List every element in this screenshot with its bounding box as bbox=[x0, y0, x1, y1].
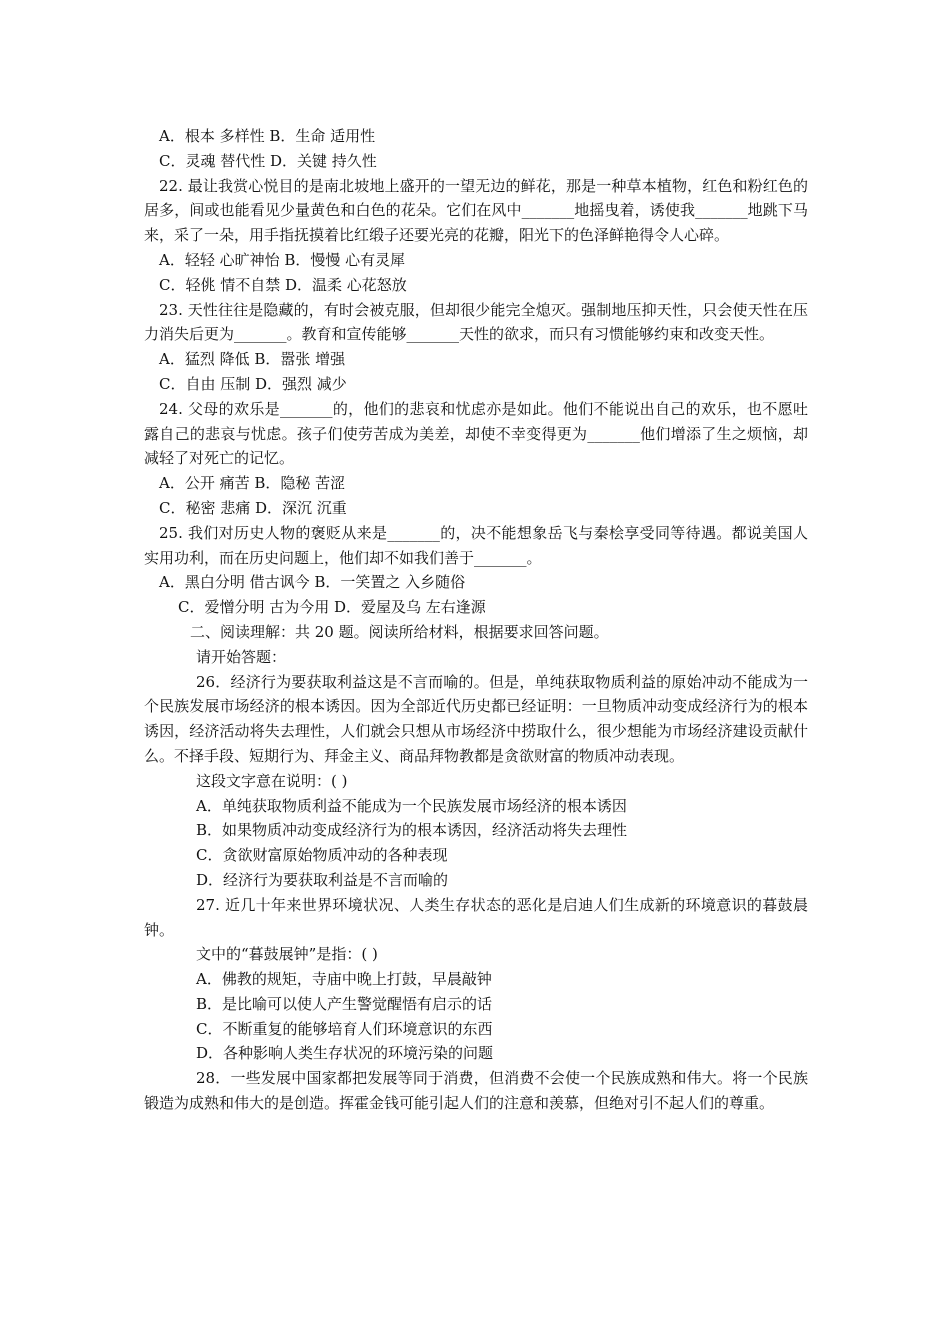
section-heading: 二、阅读理解：共 20 题。阅读所给材料，根据要求回答问题。 bbox=[190, 622, 609, 641]
q26-option-d: D．经济行为要获取利益是不言而喻的 bbox=[196, 870, 449, 889]
q22-text: 22. 最让我赏心悦目的是南北坡地上盛开的一望无边的鲜花，那是一种草本植物，红色和粉红色的居多，间或也能看见少量黄色和白色的花朵。它们在风中_______地摇曳着，诱使我_______地跳下马来，采了一朵，用手指抚摸着比红缎子还要光亮的花瓣，阳光下的色泽鲜艳得令人心碎。 bbox=[144, 176, 808, 245]
q27-option-c: C．不断重复的能够培育人们环境意识的东西 bbox=[196, 1019, 493, 1038]
q26-option-c: C．贪欲财富原始物质冲动的各种表现 bbox=[196, 846, 448, 865]
q25-text: 25. 我们对历史人物的褒贬从来是_______的，决不能想象岳飞与秦桧享受同等待遇。都说美国人实用功利，而在历史问题上，他们却不如我们善于_______。 bbox=[144, 523, 808, 567]
q27-text: 27. 近几十年来世界环境状况、人类生存状态的恶化是启迪人们生成新的环境意识的暮鼓晨钟。 bbox=[144, 895, 808, 939]
q24-text: 24. 父母的欢乐是_______的，他们的悲哀和忧虑亦是如此。他们不能说出自己的欢乐，也不愿吐露自己的悲哀与忧虑。孩子们使劳苦成为美差，却使不幸变得更为_______他们增添了生之烦恼，却减轻了对死亡的记忆。 bbox=[144, 399, 808, 468]
document-page bbox=[144, 124, 808, 1116]
q28-text: 28．一些发展中国家都把发展等同于消费，但消费不会使一个民族成熟和伟大。将一个民族锻造为成熟和伟大的是创造。挥霍金钱可能引起人们的注意和羡慕，但绝对引不起人们的尊重。 bbox=[144, 1069, 808, 1113]
q27-option-d: D．各种影响人类生存状况的环境污染的问题 bbox=[196, 1044, 494, 1063]
q26-option-a: A．单纯获取物质利益不能成为一个民族发展市场经济的根本诱因 bbox=[196, 796, 627, 815]
q24-options-cd: C．秘密 悲痛 D．深沉 沉重 bbox=[159, 498, 347, 517]
q23-options-cd: C．自由 压制 D．强烈 减少 bbox=[159, 374, 347, 393]
q27-option-b: B．是比喻可以使人产生警觉醒悟有启示的话 bbox=[196, 994, 493, 1013]
q22-options-cd: C．轻佻 情不自禁 D．温柔 心花怒放 bbox=[159, 275, 407, 294]
q27-option-a: A．佛教的规矩，寺庙中晚上打鼓，早晨敲钟 bbox=[196, 970, 492, 989]
q25-options-ab: A．黑白分明 借古讽今 B．一笑置之 入乡随俗 bbox=[159, 573, 466, 592]
q25-options-cd: C．爱憎分明 古为今用 D．爱屋及乌 左右逢源 bbox=[178, 598, 486, 617]
q22-options-ab: A．轻轻 心旷神怡 B．慢慢 心有灵犀 bbox=[159, 250, 406, 269]
q21-options-ab: A．根本 多样性 B．生命 适用性 bbox=[159, 127, 376, 145]
q23-text: 23. 天性往往是隐藏的，有时会被克服，但却很少能完全熄灭。强制地压抑天性，只会使天性在压力消失后更为_______。教育和宣传能够_______天性的欲求，而只有习惯能够约束和改变天性。 bbox=[144, 300, 808, 344]
section-start-instruction: 请开始答题： bbox=[196, 647, 287, 666]
q23-options-ab: A．猛烈 降低 B．嚣张 增强 bbox=[159, 350, 346, 369]
q21-options-cd: C．灵魂 替代性 D．关键 持久性 bbox=[159, 151, 377, 170]
q26-option-b: B．如果物质冲动变成经济行为的根本诱因，经济活动将失去理性 bbox=[196, 821, 628, 840]
q27-question: 文中的“暮鼓展钟”是指：( ) bbox=[196, 945, 378, 964]
q26-text: 26．经济行为要获取利益这是不言而喻的。但是，单纯获取物质利益的原始冲动不能成为一个民族发展市场经济的根本诱因。因为全部近代历史都已经证明：一旦物质冲动变成经济行为的根本诱因，经济活动将失去理性，人们就会只想从市场经济中捞取什么，很少想能为市场经济建设贡献什么。不择手段、短期行为、拜金主义、商品拜物教都是贪欲财富的物质冲动表现。 bbox=[144, 672, 808, 765]
q26-question: 这段文字意在说明：( ) bbox=[196, 771, 348, 790]
q24-options-ab: A．公开 痛苦 B．隐秘 苦涩 bbox=[159, 474, 346, 493]
